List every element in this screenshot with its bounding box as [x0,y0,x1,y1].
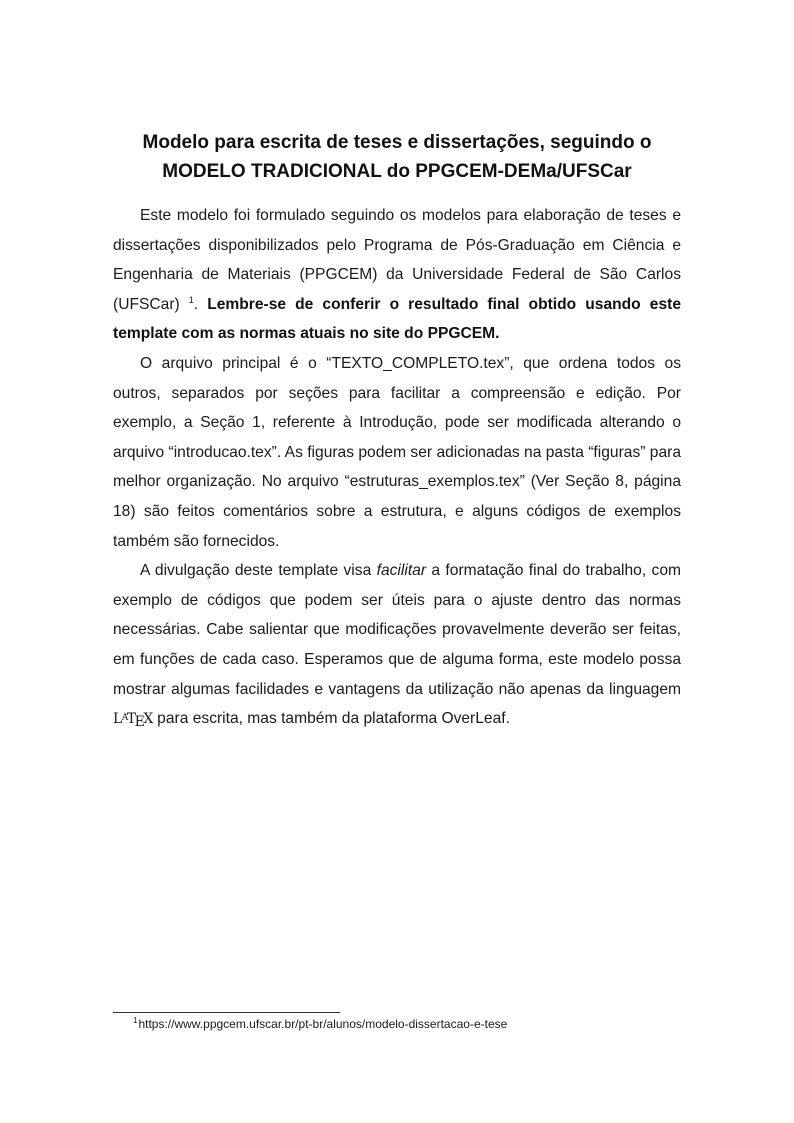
footnote [133,1016,507,1032]
latex-logo: $L^ATEX$ [113,711,153,731]
footnote-mark: 1 [133,1016,138,1025]
paragraph-1-bold-note: Lembre-se de conferir o resultado final obtido usando este template com as normas atuais no site do PPGCEM. [113,295,681,343]
paragraph-1-separator: . [193,295,208,313]
document-title [113,128,681,186]
paragraph-3-italic: facilitar [376,562,427,580]
paragraph-1 [113,201,681,349]
paragraph-1-text: Este modelo foi formulado seguindo os modelos para elaboração de teses e dissertações disponibilizados pelo Programa de Pós-Graduação em Ciência e Engenharia de Materiais (PPGCEM) da Universidade Federal de São Carlos (UFSCar) [113,207,681,313]
paragraph-2 [113,349,681,556]
footnote-divider [113,1012,340,1013]
title-line-1: Modelo para escrita de teses e dissertações, seguindo o [142,132,652,153]
footnote-reference[interactable]: 1 [188,294,194,305]
title-line-2: MODELO TRADICIONAL do PPGCEM-DEMa/UFSCar [162,161,632,182]
footnote-url-link[interactable]: https://www.ppgcem.ufscar.br/pt-br/alunos/modelo-dissertacao-e-tese [138,1017,508,1031]
paragraph-3-text-start: A divulgação deste template visa [140,562,377,580]
paragraph-3-text-end: para escrita, mas também da plataforma OverLeaf. [152,710,510,728]
paragraph-3-text-middle: a formatação final do trabalho, com exemplo de códigos que podem ser úteis para o ajuste dentro das normas necessárias. Cabe salientar que modificações provavelmente deverão ser feitas, em funções de cada caso. Esperamos que de alguma forma, este modelo possa mostrar algumas facilidades e vantagens da utilização não apenas da linguagem [113,562,681,698]
document-body [113,201,681,738]
paragraph-3 [113,556,681,738]
paragraph-2-text: O arquivo principal é o “TEXTO_COMPLETO.tex”, que ordena todos os outros, separados por seções para facilitar a compreensão e edição. Por exemplo, a Seção 1, referente à Introdução, pode ser modificada alterando o arquivo “introducao.tex”. As figuras podem ser adicionadas na pasta “figuras” para melhor organização. No arquivo “estruturas_exemplos.tex” (Ver Seção 8, página 18) são feitos comentários sobre a estrutura, e alguns códigos de exemplos também são fornecidos. [113,354,681,550]
